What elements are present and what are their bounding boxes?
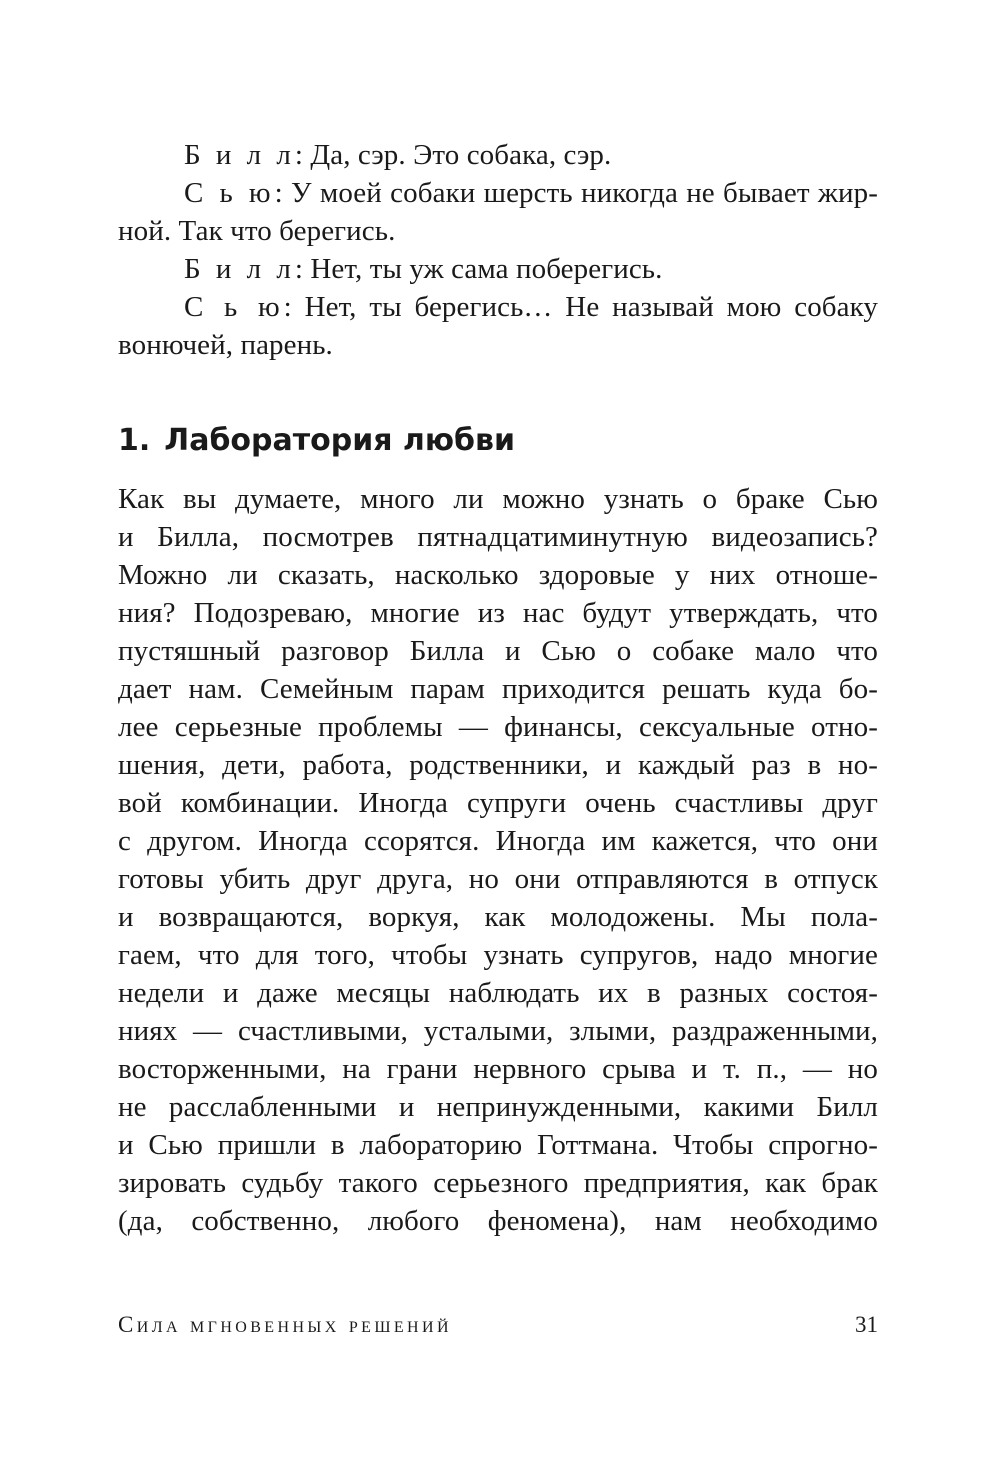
paragraph-line: не расслабленными и непринужденными, какими Билл bbox=[118, 1091, 878, 1123]
paragraph-line: зировать судьбу такого серьезного предприятия, как брак bbox=[118, 1167, 878, 1199]
paragraph-line: вой комбинации. Иногда супруги очень счастливы друг bbox=[118, 787, 878, 819]
paragraph-line: пустяшный разговор Билла и Сью о собаке мало что bbox=[118, 635, 878, 667]
book-page bbox=[118, 0, 878, 1459]
paragraph-line: восторженными, на грани нервного срыва и т. п., — но bbox=[118, 1053, 878, 1085]
dialogue-text: : Да, сэр. Это собака, сэр. bbox=[294, 139, 612, 171]
paragraph-line: и Билла, посмотрев пятнадцатиминутную видеозапись? bbox=[118, 521, 878, 553]
paragraph-line: (да, собственно, любого феномена), нам необходимо bbox=[118, 1205, 878, 1237]
dialogue-text: : Нет, ты берегись… Не называй мою собаку bbox=[283, 291, 879, 323]
paragraph-line: ния? Подозреваю, многие из нас будут утверждать, что bbox=[118, 597, 878, 629]
paragraph-line: и Сью пришли в лабораторию Готтмана. Чтобы спрогно- bbox=[118, 1129, 878, 1161]
paragraph-line: Как вы думаете, много ли можно узнать о браке Сью bbox=[118, 483, 878, 515]
dialogue-line-1 bbox=[118, 136, 878, 174]
paragraph-line: лее серьезные проблемы — финансы, сексуальные отно- bbox=[118, 711, 878, 743]
dialogue-line-4 bbox=[118, 288, 878, 326]
page-number: 31 bbox=[855, 1312, 878, 1337]
paragraph-line: Можно ли сказать, насколько здоровые у них отноше- bbox=[118, 559, 878, 591]
paragraph-line: дает нам. Семейным парам приходится решать куда бо- bbox=[118, 673, 878, 705]
paragraph-line: с другом. Иногда ссорятся. Иногда им кажется, что они bbox=[118, 825, 878, 857]
speaker-name: Б и л л bbox=[184, 253, 295, 285]
speaker-name: Б и л л bbox=[184, 139, 295, 171]
speaker-name: С ь ю bbox=[184, 291, 284, 323]
dialogue-line-2 bbox=[118, 174, 878, 212]
dialogue-text: : Нет, ты уж сама поберегись. bbox=[294, 253, 663, 285]
paragraph-line: готовы убить друг друга, но они отправляются в отпуск bbox=[118, 863, 878, 895]
paragraph-line: недели и даже месяцы наблюдать их в разных состоя- bbox=[118, 977, 878, 1009]
section-heading bbox=[118, 421, 515, 461]
paragraph-line: шения, дети, работа, родственники, и каждый раз в но- bbox=[118, 749, 878, 781]
dialogue-continuation: ной. Так что берегись. bbox=[118, 215, 396, 247]
dialogue-text: : У моей собаки шерсть никогда не бывает жир- bbox=[274, 177, 878, 209]
paragraph-line: гаем, что для того, чтобы узнать супругов, надо многие bbox=[118, 939, 878, 971]
dialogue-continuation: вонючей, парень. bbox=[118, 329, 333, 361]
running-footer-title: Сила мгновенных решений bbox=[118, 1312, 452, 1337]
paragraph-line: ниях — счастливыми, усталыми, злыми, раздраженными, bbox=[118, 1015, 878, 1047]
section-title: Лаборатория любви bbox=[164, 423, 516, 458]
dialogue-line-3 bbox=[118, 250, 878, 288]
section-number: 1. bbox=[118, 423, 151, 458]
paragraph-line: и возвращаются, воркуя, как молодожены. Мы пола- bbox=[118, 901, 878, 933]
speaker-name: С ь ю bbox=[184, 177, 275, 209]
